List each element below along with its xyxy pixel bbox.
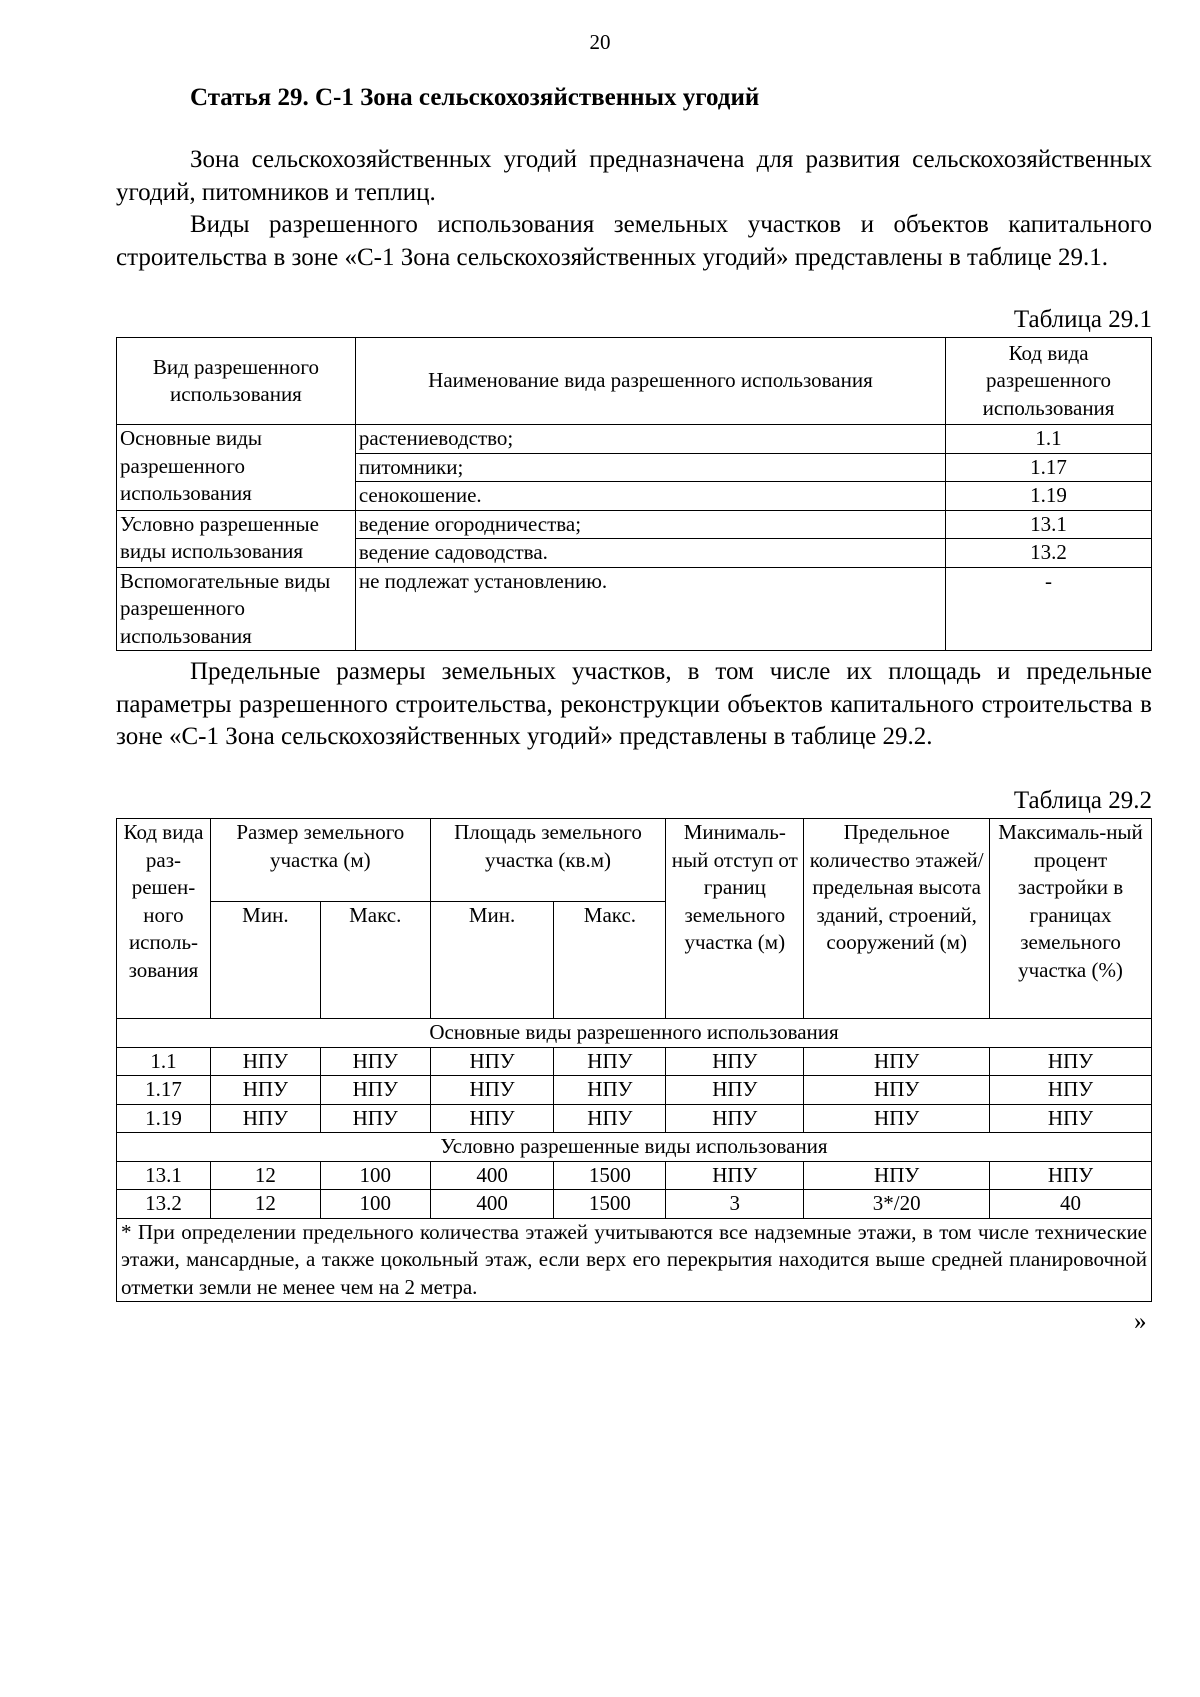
cell-size-max: 100	[320, 1190, 430, 1219]
cell-setback: НПУ	[666, 1047, 804, 1076]
intro-paragraph	[116, 144, 1152, 209]
cell-area-max: НПУ	[554, 1076, 666, 1105]
use-code: 1.17	[946, 453, 1152, 482]
cell-setback: 3	[666, 1190, 804, 1219]
cell-size-max: НПУ	[320, 1047, 430, 1076]
table-row	[117, 510, 1152, 539]
header-size-max: Макс.	[320, 902, 430, 1019]
use-name: сенокошение.	[355, 482, 945, 511]
cell-coverage: НПУ	[990, 1161, 1152, 1190]
use-name: не подлежат установлению.	[355, 567, 945, 651]
table1-reference-text: Виды разрешенного использования земельных участков и объектов капитального строительства в зоне «С-1 Зона сельскохозяйственных угодий» представлены в таблице 29.1.	[116, 211, 1152, 271]
cell-size-min: НПУ	[210, 1104, 320, 1133]
cell-floors: НПУ	[804, 1104, 990, 1133]
cell-area-min: НПУ	[430, 1047, 554, 1076]
header-use-type: Вид разрешенного использования	[117, 338, 356, 425]
table-row	[117, 1190, 1152, 1219]
closing-quote: »	[1134, 1308, 1147, 1335]
group-label-conditional: Условно разрешенные виды использования	[117, 510, 356, 567]
use-code: 1.19	[946, 482, 1152, 511]
cell-floors: 3*/20	[804, 1190, 990, 1219]
cell-size-max: 100	[320, 1161, 430, 1190]
table-header-row	[117, 819, 1152, 902]
group-label-auxiliary: Вспомогательные виды разрешенного использования	[117, 567, 356, 651]
table-row	[117, 1076, 1152, 1105]
cell-size-min: НПУ	[210, 1047, 320, 1076]
table2-reference-text: Предельные размеры земельных участков, в том числе их площадь и предельные параметры разрешенного строительства, реконструкции объектов капитального строительства в зоне «С-1 Зона сельскохозяйственных угодий» представлены в таблице 29.2.	[116, 658, 1152, 750]
table-header-row	[117, 338, 1152, 425]
cell-area-min: НПУ	[430, 1104, 554, 1133]
header-setback: Минималь-ный отступ от границ земельного участка (м)	[666, 819, 804, 1019]
cell-size-min: 12	[210, 1161, 320, 1190]
cell-size-min: НПУ	[210, 1076, 320, 1105]
cell-area-max: 1500	[554, 1190, 666, 1219]
cell-floors: НПУ	[804, 1161, 990, 1190]
cell-area-min: 400	[430, 1190, 554, 1219]
header-use-name: Наименование вида разрешенного использования	[355, 338, 945, 425]
cell-setback: НПУ	[666, 1076, 804, 1105]
header-area-min: Мин.	[430, 902, 554, 1019]
header-size-min: Мин.	[210, 902, 320, 1019]
cell-floors: НПУ	[804, 1076, 990, 1105]
table-row	[117, 1161, 1152, 1190]
cell-code: 1.1	[117, 1047, 211, 1076]
header-area-max: Макс.	[554, 902, 666, 1019]
cell-area-max: 1500	[554, 1161, 666, 1190]
cell-area-min: НПУ	[430, 1076, 554, 1105]
table-row	[117, 425, 1152, 454]
use-name: ведение садоводства.	[355, 539, 945, 568]
use-name: питомники;	[355, 453, 945, 482]
article-heading: Статья 29. С-1 Зона сельскохозяйственных угодий	[190, 84, 760, 111]
use-code: 1.1	[946, 425, 1152, 454]
section-row	[117, 1133, 1152, 1162]
cell-code: 13.1	[117, 1161, 211, 1190]
table2-caption: Таблица 29.2	[1013, 787, 1152, 814]
cell-area-max: НПУ	[554, 1047, 666, 1076]
cell-code: 13.2	[117, 1190, 211, 1219]
cell-floors: НПУ	[804, 1047, 990, 1076]
cell-area-min: 400	[430, 1161, 554, 1190]
cell-size-min: 12	[210, 1190, 320, 1219]
page-number: 20	[589, 30, 611, 54]
header-plot-area: Площадь земельного участка (кв.м)	[430, 819, 666, 902]
use-name: растениеводство;	[355, 425, 945, 454]
table-row	[117, 1047, 1152, 1076]
table1-caption: Таблица 29.1	[1013, 306, 1152, 333]
header-plot-size: Размер земельного участка (м)	[210, 819, 430, 902]
cell-size-max: НПУ	[320, 1076, 430, 1105]
section-main-uses: Основные виды разрешенного использования	[117, 1019, 1152, 1048]
intro-paragraph-text: Зона сельскохозяйственных угодий предназначена для развития сельскохозяйственных угодий, питомников и теплиц.	[116, 146, 1152, 206]
table1-reference-paragraph	[116, 209, 1152, 274]
cell-coverage: 40	[990, 1190, 1152, 1219]
group-label-main: Основные виды разрешенного использования	[117, 425, 356, 511]
cell-code: 1.17	[117, 1076, 211, 1105]
cell-code: 1.19	[117, 1104, 211, 1133]
use-name: ведение огородничества;	[355, 510, 945, 539]
header-floors-height: Предельное количество этажей/ предельная высота зданий, строений, сооружений (м)	[804, 819, 990, 1019]
section-row	[117, 1019, 1152, 1048]
section-conditional-uses: Условно разрешенные виды использования	[117, 1133, 1152, 1162]
cell-area-max: НПУ	[554, 1104, 666, 1133]
cell-coverage: НПУ	[990, 1047, 1152, 1076]
cell-setback: НПУ	[666, 1104, 804, 1133]
cell-coverage: НПУ	[990, 1076, 1152, 1105]
table-29-1	[116, 337, 1152, 651]
header-use-code: Код вида разрешенного использования	[946, 338, 1152, 425]
cell-setback: НПУ	[666, 1161, 804, 1190]
table-29-2	[116, 818, 1152, 1302]
table-footnote: * При определении предельного количества этажей учитываются все надземные этажи, в том числе технические этажи, мансардные, а также цокольный этаж, если верх его перекрытия находится выше средней планировочной отметки земли не менее чем на 2 метра.	[117, 1218, 1152, 1302]
use-code: 13.2	[946, 539, 1152, 568]
footnote-row	[117, 1218, 1152, 1302]
table-row	[117, 567, 1152, 651]
use-code: -	[946, 567, 1152, 651]
table-row	[117, 1104, 1152, 1133]
header-code: Код вида раз-решен-ного исполь-зования	[117, 819, 211, 1019]
table2-reference-paragraph	[116, 656, 1152, 754]
use-code: 13.1	[946, 510, 1152, 539]
cell-size-max: НПУ	[320, 1104, 430, 1133]
header-max-coverage: Максималь-ный процент застройки в границах земельного участка (%)	[990, 819, 1152, 1019]
cell-coverage: НПУ	[990, 1104, 1152, 1133]
